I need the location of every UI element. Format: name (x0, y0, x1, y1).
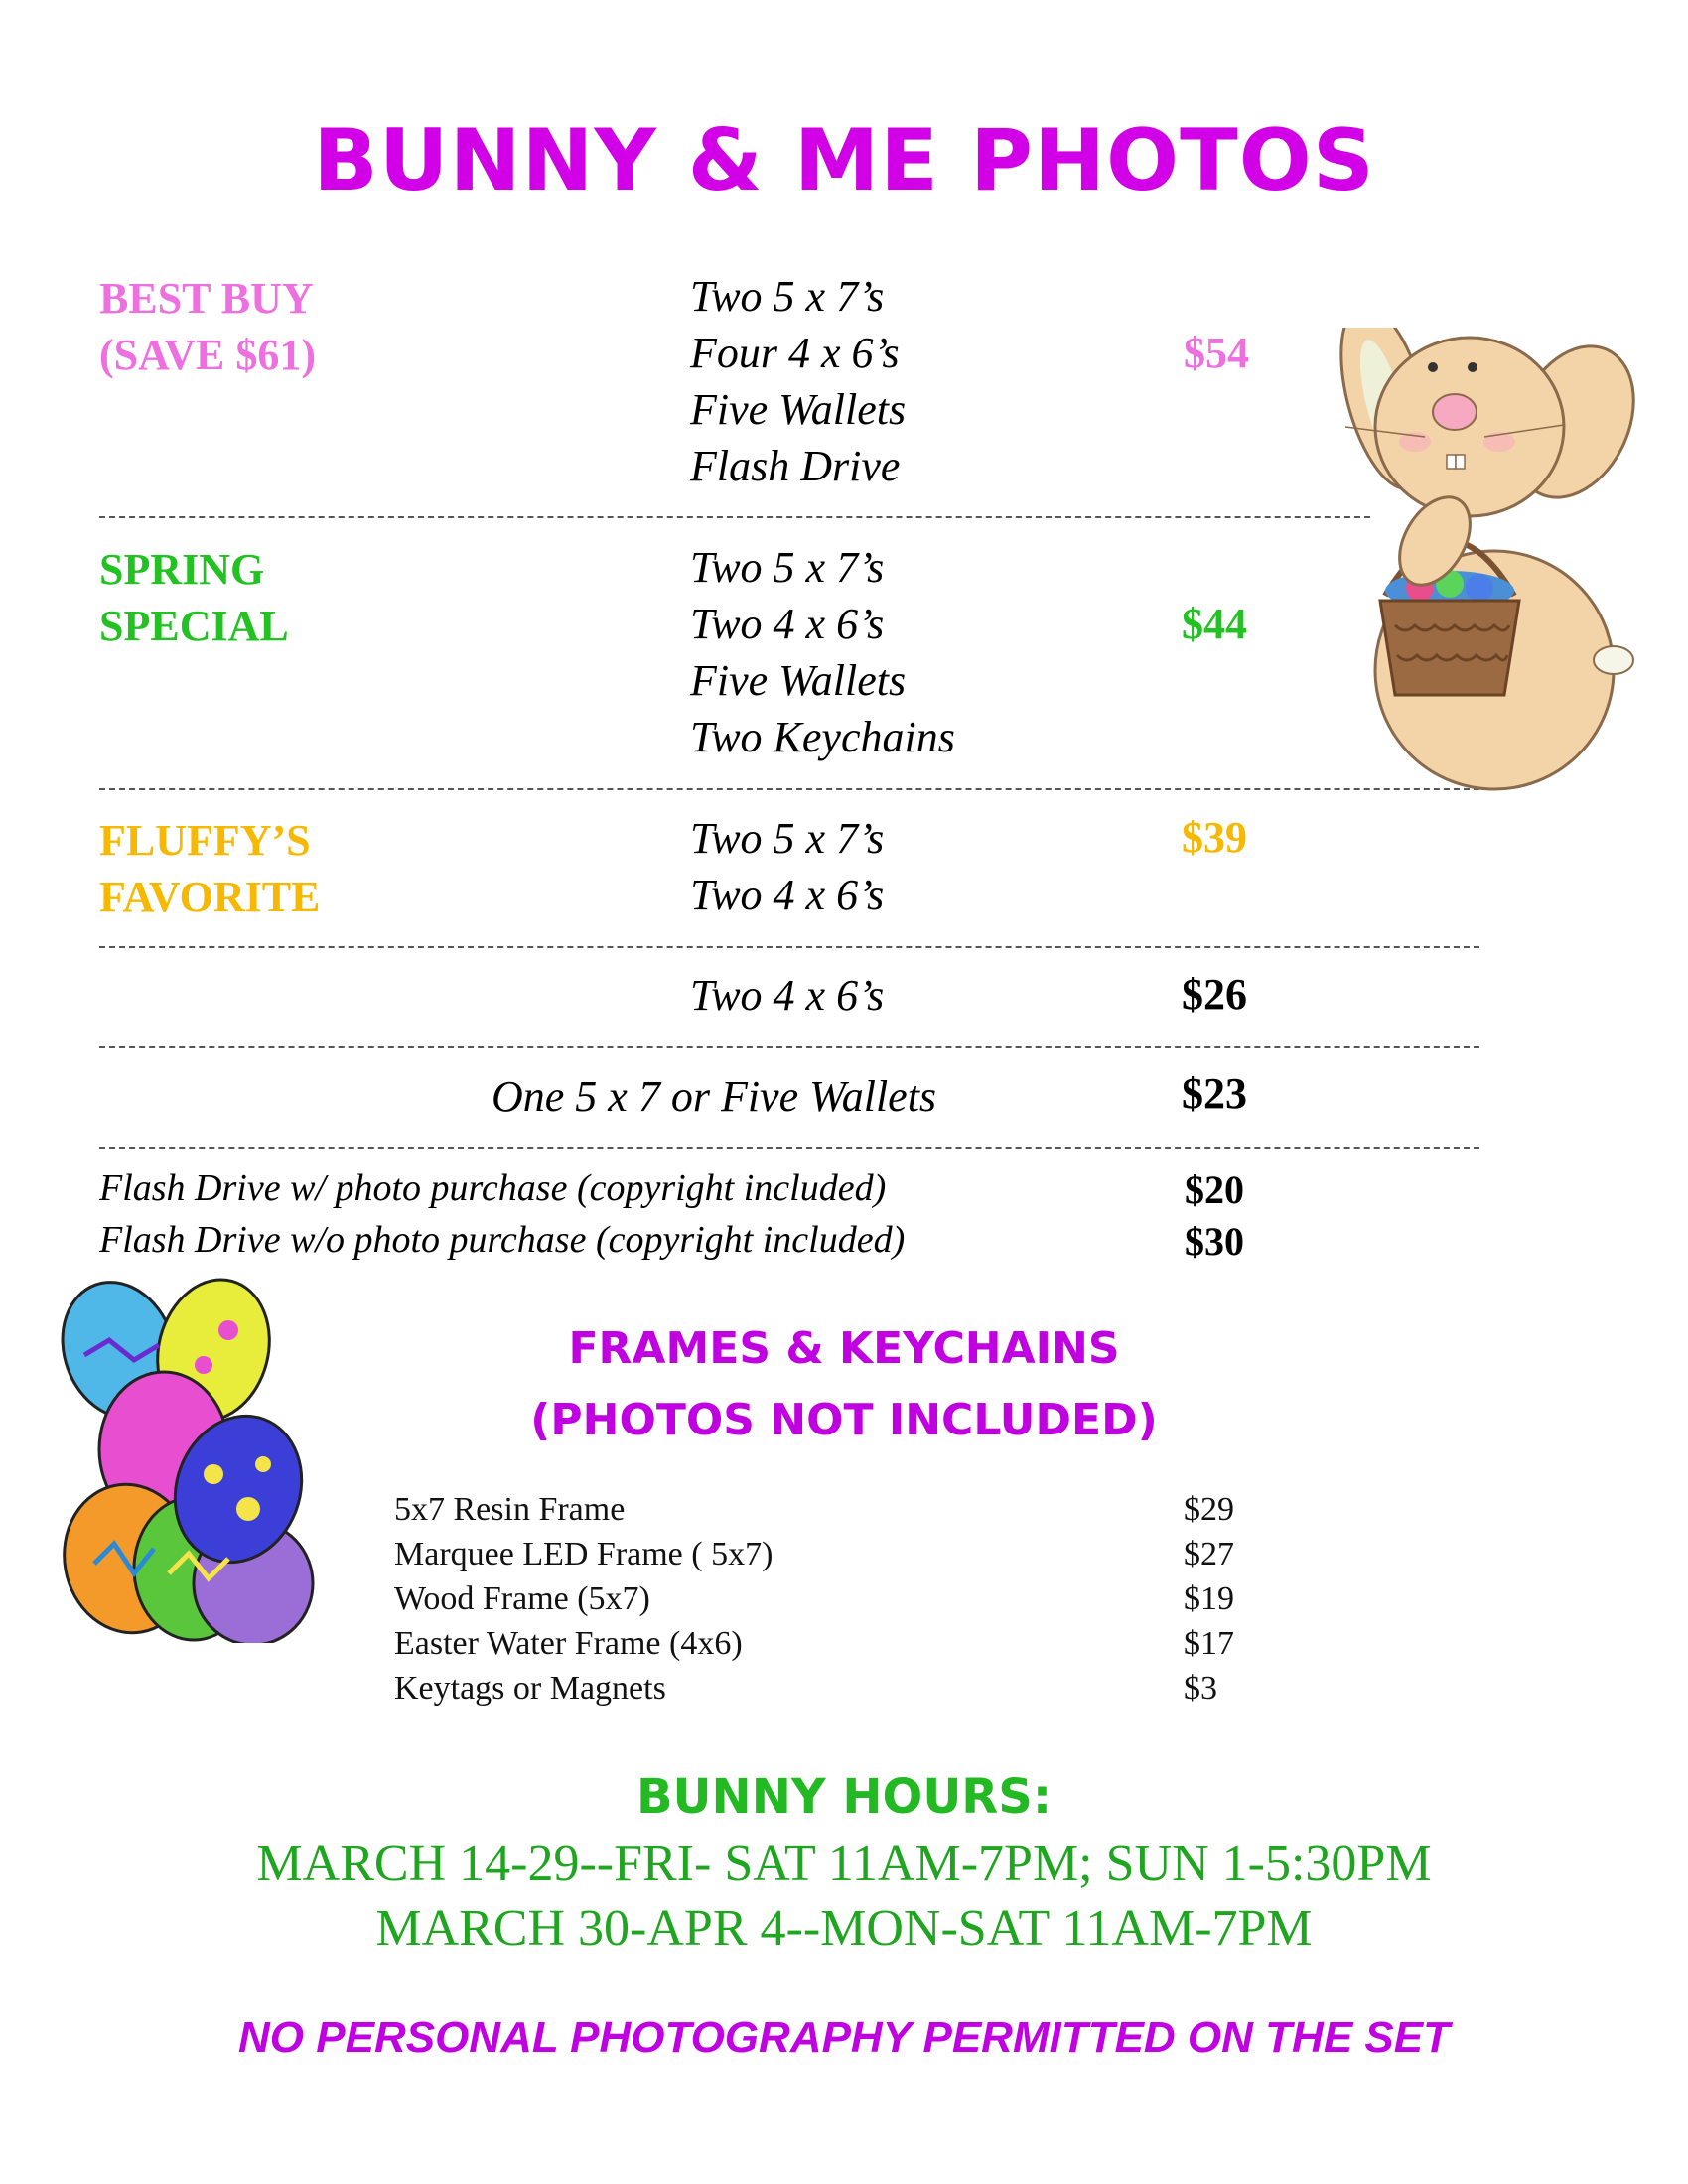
spring-special-price: $44 (1182, 600, 1247, 648)
package-two-4x6-items (690, 967, 884, 1024)
table-row: Keytags or Magnets (394, 1670, 666, 1706)
flash-drive-with-purchase-price: $20 (1185, 1167, 1244, 1212)
divider (99, 516, 1370, 518)
frames-subheading: (PHOTOS NOT INCLUDED) (530, 1395, 1158, 1445)
fluffys-favorite-name (99, 812, 320, 925)
list-item: Two Keychains (690, 713, 955, 761)
hours-line-1: MARCH 14-29--FRI- SAT 11AM-7PM; SUN 1-5:30PM (256, 1836, 1432, 1892)
hours-heading: BUNNY HOURS: (635, 1769, 1053, 1825)
package-two-4x6-price: $26 (1182, 970, 1247, 1019)
best-buy-items (690, 268, 906, 494)
table-row-price: $3 (1184, 1670, 1217, 1706)
spring-title: SPRING (99, 545, 265, 594)
fluffys-favorite-price: $39 (1182, 813, 1247, 862)
page-title: BUNNY & ME PHOTOS (313, 111, 1375, 210)
list-item: Five Wallets (690, 385, 907, 434)
table-row-price: $27 (1184, 1536, 1234, 1572)
frames-heading: FRAMES & KEYCHAINS (568, 1323, 1120, 1374)
table-row-price: $29 (1184, 1491, 1234, 1528)
table-row-price: $17 (1184, 1625, 1234, 1662)
table-row: Wood Frame (5x7) (394, 1580, 650, 1617)
divider (99, 1046, 1479, 1048)
hours-line-2: MARCH 30-APR 4--MON-SAT 11AM-7PM (375, 1900, 1313, 1957)
list-item: One 5 x 7 or Five Wallets (492, 1072, 937, 1121)
package-single-price: $23 (1182, 1069, 1247, 1118)
best-buy-name (99, 270, 316, 383)
flash-drive-without-purchase-price: $30 (1185, 1219, 1244, 1264)
list-item: Two 4 x 6’s (690, 971, 885, 1020)
list-item: Five Wallets (690, 656, 907, 705)
best-buy-savings: (SAVE $61) (99, 331, 317, 379)
spring-subtitle: SPECIAL (99, 602, 289, 650)
list-item: Two 5 x 7’s (690, 272, 885, 321)
divider (99, 946, 1479, 948)
bunny-with-basket-icon (1326, 328, 1653, 794)
fluffys-favorite-items (690, 810, 884, 923)
table-row-price: $19 (1184, 1580, 1234, 1617)
list-item: Four 4 x 6’s (690, 329, 900, 377)
flash-drive-with-purchase: Flash Drive w/ photo purchase (copyright included) (99, 1167, 887, 1209)
divider (99, 1147, 1479, 1149)
divider (99, 788, 1479, 790)
photography-notice: NO PERSONAL PHOTOGRAPHY PERMITTED ON THE SET (238, 2013, 1450, 2062)
list-item: Two 5 x 7’s (690, 814, 885, 863)
best-buy-price: $54 (1184, 329, 1249, 377)
flash-drive-without-purchase: Flash Drive w/o photo purchase (copyright included) (99, 1219, 906, 1261)
table-row: Easter Water Frame (4x6) (394, 1625, 743, 1662)
fluffy-title: FLUFFY’S (99, 816, 311, 865)
table-row: Marquee LED Frame ( 5x7) (394, 1536, 774, 1572)
list-item: Two 5 x 7’s (690, 543, 885, 592)
package-single-items (492, 1068, 936, 1125)
list-item: Two 4 x 6’s (690, 600, 885, 648)
list-item: Flash Drive (690, 442, 901, 490)
list-item: Two 4 x 6’s (690, 871, 885, 919)
spring-special-items (690, 539, 955, 765)
spring-special-name (99, 541, 289, 654)
fluffy-subtitle: FAVORITE (99, 873, 321, 921)
table-row: 5x7 Resin Frame (394, 1491, 626, 1528)
best-buy-title: BEST BUY (99, 274, 314, 323)
